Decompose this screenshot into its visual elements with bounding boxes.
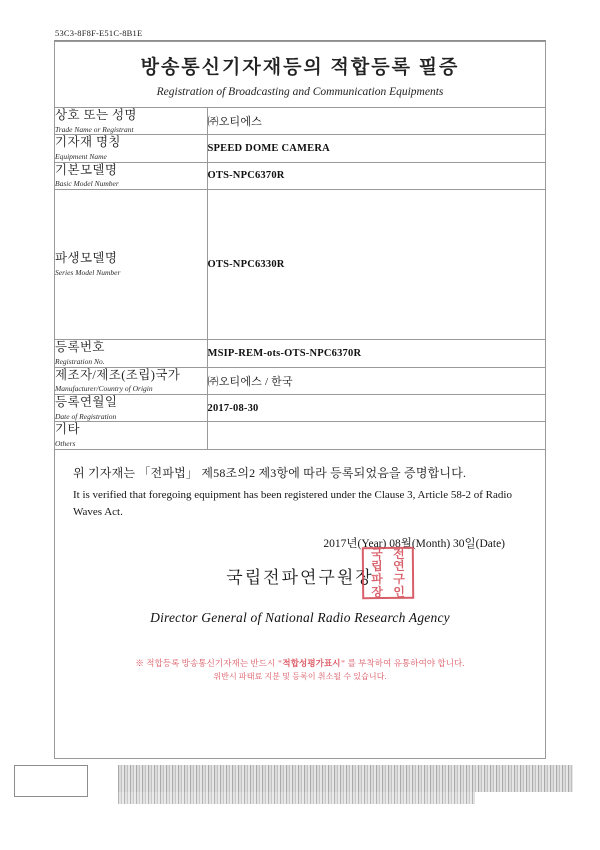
field-value-cell xyxy=(207,190,545,340)
field-label-cell xyxy=(55,422,207,449)
field-value-cell xyxy=(207,108,545,135)
table-row xyxy=(55,190,545,340)
seal-char: 연 xyxy=(393,558,405,574)
field-label-en: Equipment Name xyxy=(55,152,107,161)
field-label-ko: 파생모델명 xyxy=(55,251,118,266)
table-row xyxy=(55,340,545,367)
field-value: OTS-NPC6330R xyxy=(207,259,285,271)
seal-char: 장 xyxy=(371,584,384,599)
table-row xyxy=(55,108,545,135)
field-label-cell xyxy=(55,162,207,189)
field-label-ko: 기자재 명칭 xyxy=(55,135,121,150)
field-value-cell xyxy=(207,135,545,162)
notice-emphasis: "적합성평가표시" xyxy=(277,657,346,668)
table-row xyxy=(55,135,545,162)
bottom-barcode-strip xyxy=(118,765,573,792)
verification-statement xyxy=(55,450,545,684)
issue-date: 2017년(Year) 08월(Month) 30일(Date) xyxy=(323,537,505,550)
field-label-ko: 상호 또는 성명 xyxy=(55,108,137,122)
document-id-text: 53C3-8F8F-E51C-8B1E xyxy=(55,28,143,38)
bottom-left-box xyxy=(14,765,88,797)
field-value: OTS-NPC6370R xyxy=(207,170,285,182)
field-value-cell xyxy=(207,394,545,421)
field-label-en: Manufacturer/Country of Origin xyxy=(55,384,153,394)
field-label-cell xyxy=(55,190,207,340)
title-english: Registration of Broadcasting and Communication Equipments xyxy=(156,86,444,98)
field-label-en: Registration No. xyxy=(55,356,105,366)
seal-char: 파 xyxy=(371,571,383,586)
table-row xyxy=(55,367,545,394)
field-label-ko: 등록연월일 xyxy=(55,394,118,409)
field-value-cell xyxy=(207,162,545,189)
signer-title-korean: 국립전파연구원장 xyxy=(226,567,374,587)
fields-table xyxy=(55,108,545,450)
table-row xyxy=(55,394,545,421)
field-value-cell xyxy=(207,367,545,394)
notice-pre: ※ 적합등록 방송통신기자재는 반드시 xyxy=(135,657,276,668)
field-label-cell xyxy=(55,135,207,162)
field-label-en: Trade Name or Registrant xyxy=(55,124,134,134)
statement-korean: 위 기자재는 「전파법」 제58조의2 제3항에 따라 등록되었음을 증명합니다. xyxy=(73,465,467,480)
seal-char: 인 xyxy=(393,584,406,599)
title-korean: 방송통신기자재등의 적합등록 필증 xyxy=(140,57,460,78)
statement-english: It is verified that foregoing equipment has been registered under the Clause 3, Article 58-2 of Radio Waves Act. xyxy=(73,488,512,518)
certificate-frame xyxy=(54,41,546,759)
seal-char: 국 xyxy=(370,546,383,561)
notice-block xyxy=(73,656,527,684)
field-label-en: Date of Registration xyxy=(55,411,117,421)
field-value: SPEED DOME CAMERA xyxy=(207,143,330,155)
field-label-ko: 기본모델명 xyxy=(55,162,118,177)
seal-char: 립 xyxy=(371,559,383,574)
notice-line-1 xyxy=(73,656,527,670)
field-label-en: Series Model Number xyxy=(55,268,121,278)
field-label-cell xyxy=(55,340,207,367)
field-label-ko: 등록번호 xyxy=(55,340,105,355)
field-value: ㈜오티에스 xyxy=(207,116,263,129)
field-label-ko: 제조자/제조(조립)국가 xyxy=(55,367,181,382)
bottom-barcode-strip-secondary xyxy=(118,792,475,804)
seal-char: 전 xyxy=(392,546,405,561)
field-label-cell xyxy=(55,394,207,421)
signature-block xyxy=(73,546,527,599)
notice-line-2: 위반시 파태료 지분 및 등록이 취소될 수 있습니다. xyxy=(213,672,387,682)
field-label-en: Basic Model Number xyxy=(55,179,119,189)
field-value: MSIP-REM-ots-OTS-NPC6370R xyxy=(207,347,362,359)
seal-char: 구 xyxy=(393,571,405,586)
field-value-cell xyxy=(207,340,545,367)
field-value: ㈜오티에스 / 한국 xyxy=(207,375,293,388)
field-label-cell xyxy=(55,108,207,135)
table-row xyxy=(55,422,545,449)
title-block xyxy=(55,42,545,108)
field-label-cell xyxy=(55,367,207,394)
field-value-cell xyxy=(207,422,545,449)
table-row xyxy=(55,162,545,189)
signer-title-english: Director General of National Radio Research Agency xyxy=(150,609,450,625)
field-label-en: Others xyxy=(55,438,76,448)
field-label-ko: 기타 xyxy=(55,422,80,437)
field-value: 2017-08-30 xyxy=(207,402,259,414)
notice-post: 를 부착하여 유통하여야 합니다. xyxy=(347,657,465,668)
official-seal-stamp xyxy=(362,546,414,598)
